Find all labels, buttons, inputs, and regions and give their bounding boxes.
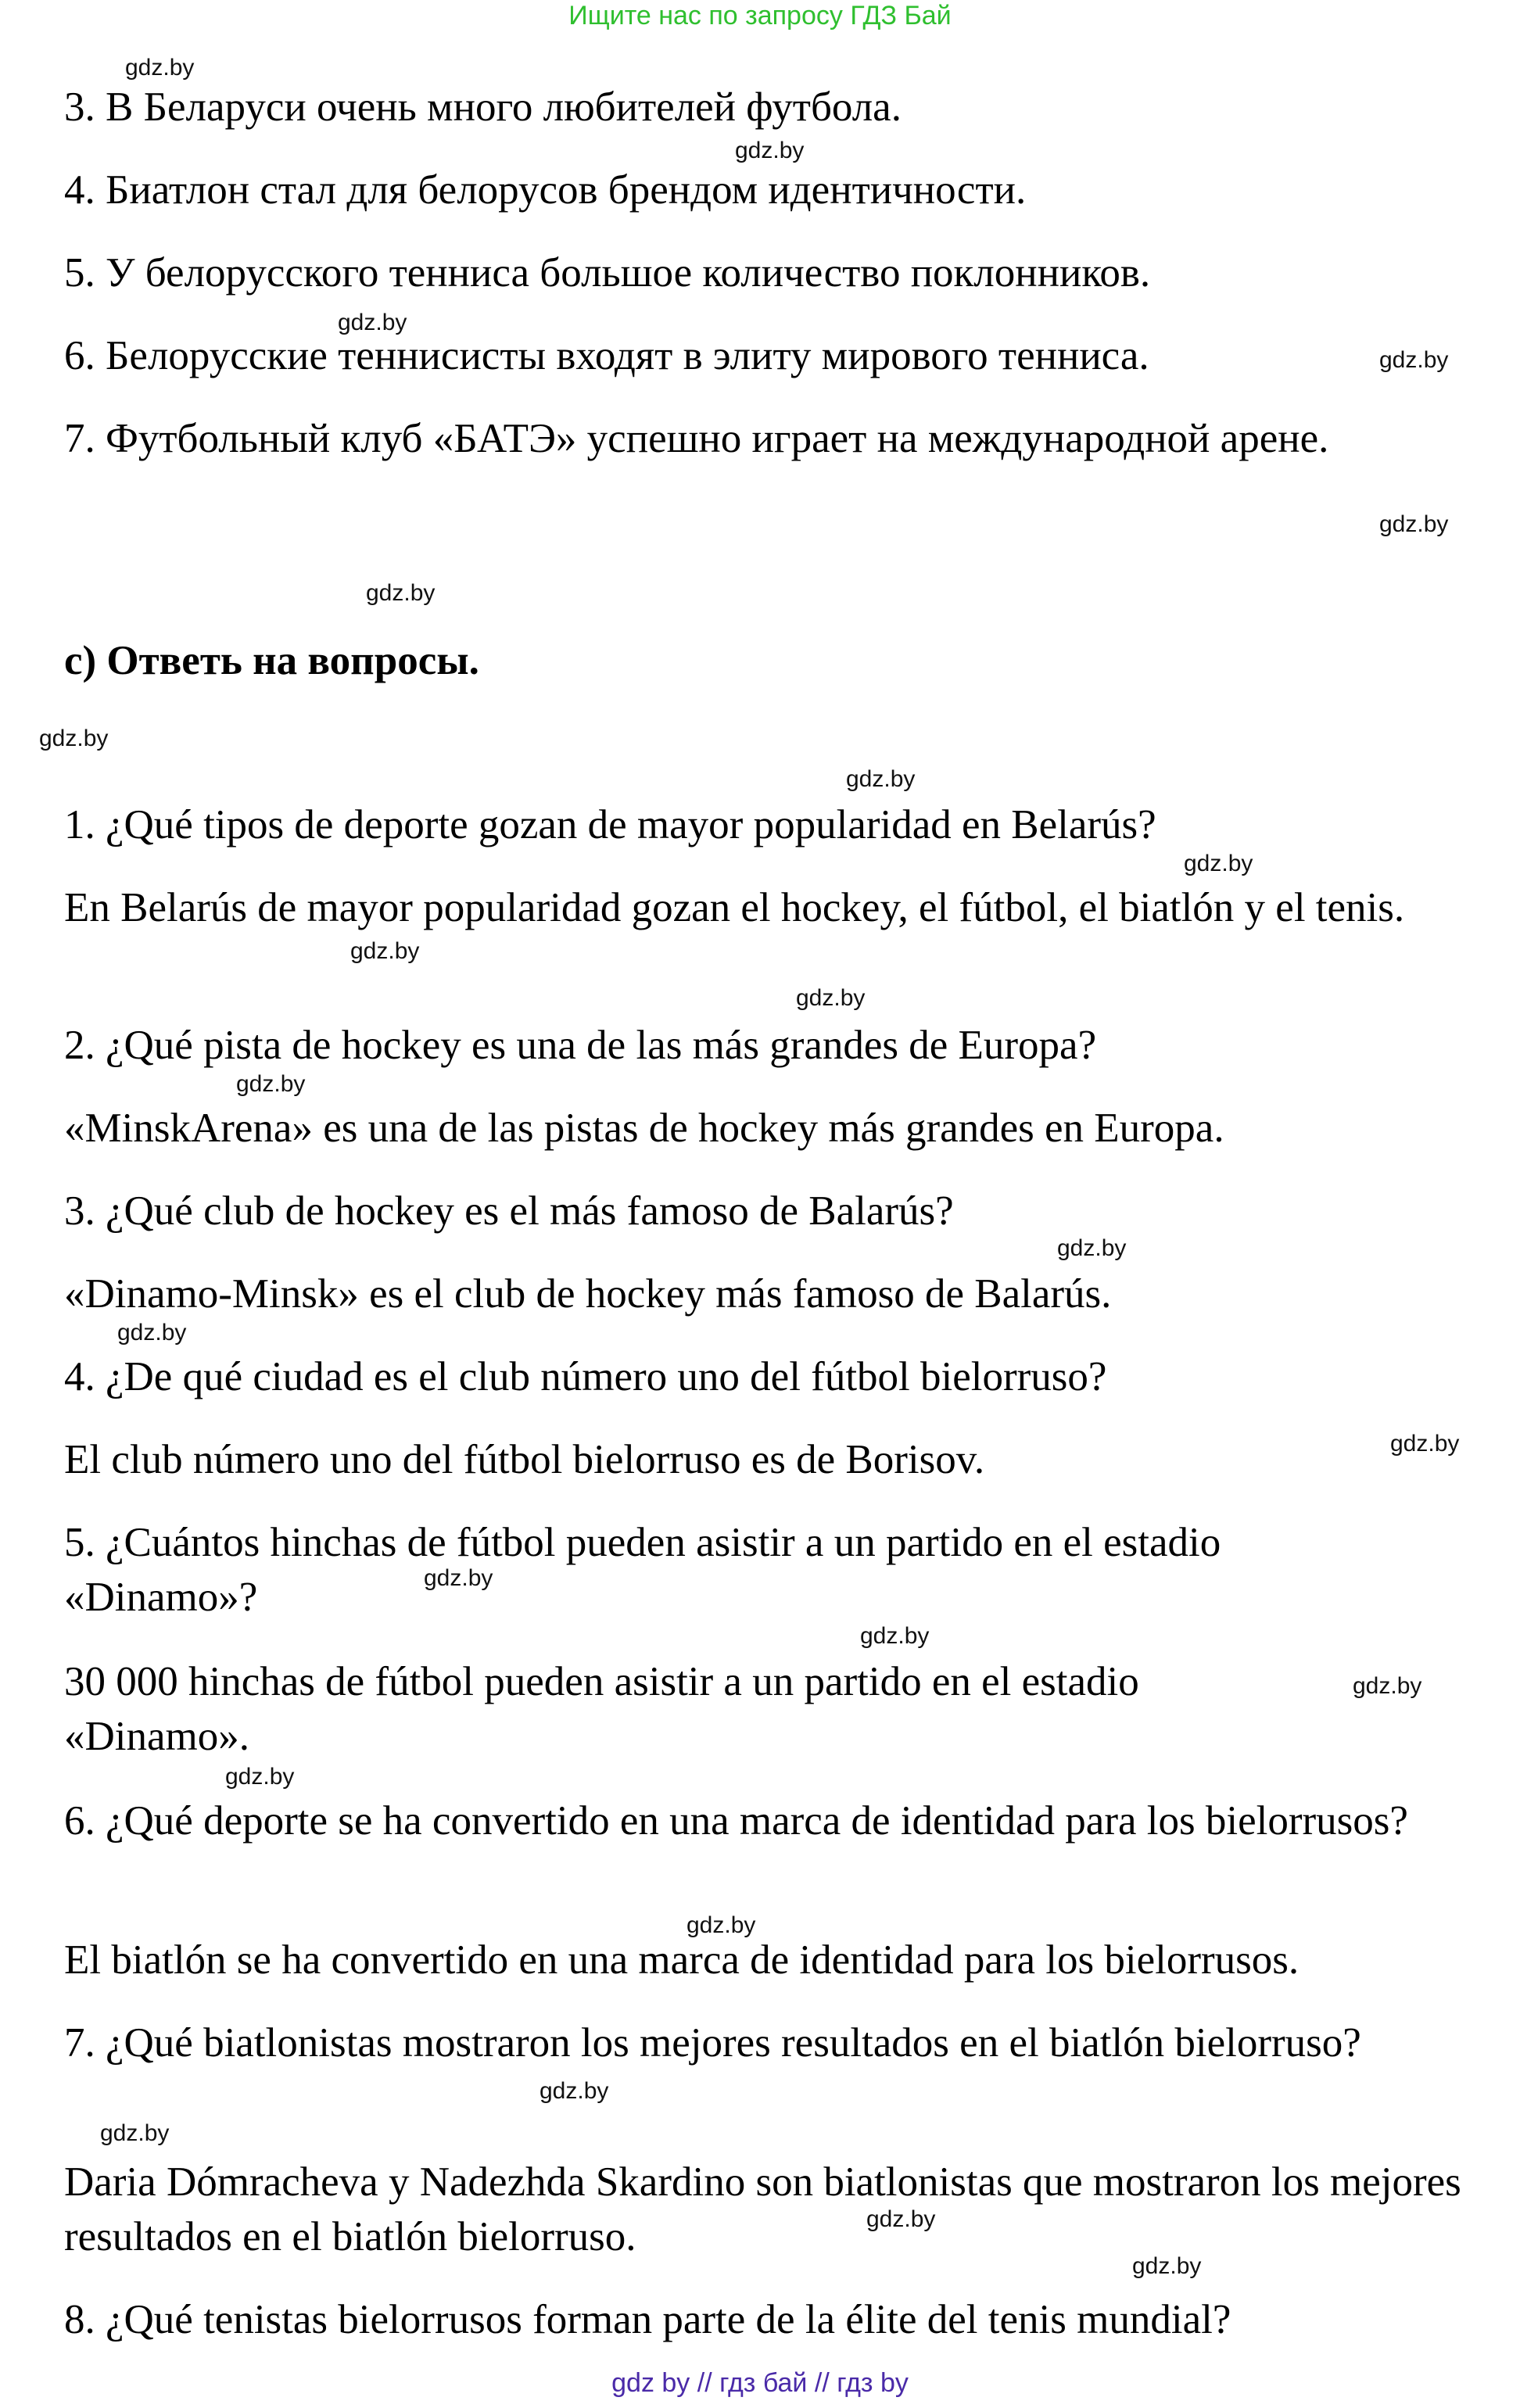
- watermark: gdz.by: [1379, 347, 1449, 373]
- watermark: gdz.by: [225, 1764, 295, 1790]
- watermark: gdz.by: [1132, 2253, 1202, 2279]
- answer-3: «Dinamo-Minsk» es el club de hockey más famoso de Balarús.: [64, 1271, 1112, 1317]
- question-7: 7. ¿Qué biatlonistas mostraron los mejores resultados en el biatlón bielorruso?: [64, 2020, 1361, 2066]
- watermark: gdz.by: [735, 138, 805, 163]
- question-4: 4. ¿De qué ciudad es el club número uno del fútbol bielorruso?: [64, 1354, 1107, 1399]
- question-3: 3. ¿Qué club de hockey es el más famoso de Balarús?: [64, 1188, 954, 1234]
- watermark: gdz.by: [125, 55, 195, 81]
- statement-6: 6. Белорусские теннисисты входят в элиту мирового тенниса.: [64, 333, 1149, 378]
- answer-5: 30 000 hinchas de fútbol pueden asistir a un partido en el estadio «Dinamo».: [64, 1659, 1139, 1759]
- statement-4: 4. Биатлон стал для белорусов брендом идентичности.: [64, 167, 1027, 213]
- watermark: gdz.by: [366, 580, 436, 606]
- watermark: gdz.by: [540, 2078, 609, 2104]
- answer-2: «MinskArena» es una de las pistas de hockey más grandes en Europa.: [64, 1105, 1224, 1151]
- watermark: gdz.by: [236, 1071, 306, 1097]
- watermark: gdz.by: [1184, 851, 1253, 876]
- watermark: gdz.by: [860, 1623, 930, 1649]
- watermark: gdz.by: [117, 1320, 187, 1346]
- question-5: 5. ¿Cuántos hinchas de fútbol pueden asistir a un partido en el estadio «Dinamo»?: [64, 1520, 1221, 1620]
- question-2: 2. ¿Qué pista de hockey es una de las más grandes de Europa?: [64, 1023, 1097, 1068]
- statement-5: 5. У белорусского тенниса большое количество поклонников.: [64, 250, 1151, 296]
- answer-6: El biatlón se ha convertido en una marca de identidad para los bielorrusos.: [64, 1937, 1300, 1983]
- watermark: gdz.by: [100, 2120, 170, 2146]
- statement-7: 7. Футбольный клуб «БАТЭ» успешно играет на международной арене.: [64, 416, 1329, 461]
- watermark: gdz.by: [796, 985, 866, 1011]
- watermark: gdz.by: [1353, 1673, 1422, 1699]
- question-1: 1. ¿Qué tipos de deporte gozan de mayor popularidad en Belarús?: [64, 802, 1156, 847]
- watermark: gdz.by: [846, 766, 916, 792]
- section-heading: с) Ответь на вопросы.: [64, 638, 479, 683]
- watermark: gdz.by: [1390, 1431, 1460, 1457]
- watermark: gdz.by: [350, 938, 420, 964]
- watermark: gdz.by: [424, 1565, 493, 1591]
- answer-7: Daria Dómracheva y Nadezhda Skardino son biatlonistas que mostraron los mejores resultados en el biatlón bielorruso.: [64, 2159, 1461, 2259]
- question-8: 8. ¿Qué tenistas bielorrusos forman parte de la élite del tenis mundial?: [64, 2297, 1231, 2342]
- top-banner: Ищите нас по запросу ГДЗ Бай: [568, 1, 952, 30]
- statement-3: 3. В Беларуси очень много любителей футбола.: [64, 84, 902, 130]
- watermark: gdz.by: [687, 1912, 756, 1938]
- watermark: gdz.by: [866, 2206, 936, 2232]
- answer-1: En Belarús de mayor popularidad gozan el hockey, el fútbol, el biatlón y el tenis.: [64, 885, 1405, 930]
- bottom-footer: gdz by // гдз бай // гдз by: [611, 2368, 909, 2398]
- watermark: gdz.by: [1379, 511, 1449, 537]
- question-6: 6. ¿Qué deporte se ha convertido en una marca de identidad para los bielorrusos?: [64, 1798, 1408, 1844]
- watermark: gdz.by: [39, 726, 109, 751]
- answer-4: El club número uno del fútbol bielorruso es de Borisov.: [64, 1437, 985, 1482]
- watermark: gdz.by: [1057, 1235, 1127, 1261]
- watermark: gdz.by: [338, 310, 407, 335]
